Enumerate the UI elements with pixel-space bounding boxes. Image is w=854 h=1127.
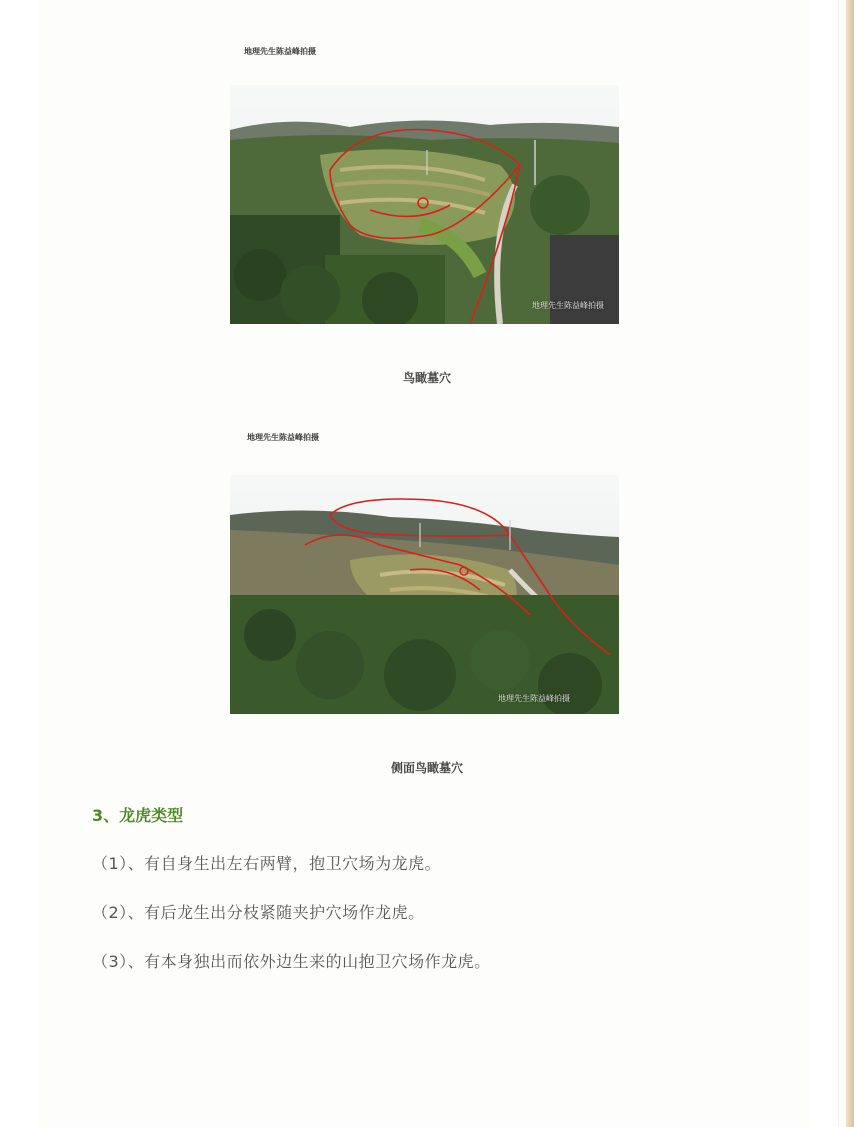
photo-watermark-inner: 地理先生陈益峰拍摄: [498, 694, 570, 703]
page-side-border: [846, 0, 854, 1127]
side-aerial-photo: [230, 475, 619, 714]
paragraph: （2）、有后龙生出分枝紧随夹护穴场作龙虎。: [92, 903, 425, 922]
figure-caption: 鸟瞰墓穴: [402, 371, 451, 385]
figure-side-aerial-tomb: [230, 427, 619, 717]
page-edge-line: [838, 0, 839, 1127]
photo-watermark-top: 地理先生陈益峰拍摄: [244, 47, 316, 56]
aerial-photo: [230, 85, 619, 324]
figure-aerial-tomb: [230, 40, 619, 330]
figure-caption: 侧面鸟瞰墓穴: [390, 761, 463, 775]
photo-watermark-inner: 地理先生陈益峰拍摄: [532, 301, 604, 310]
paragraph: （1）、有自身生出左右两臂，抱卫穴场为龙虎。: [92, 854, 442, 873]
section-heading: 3、龙虎类型: [92, 806, 184, 825]
photo-watermark-top: 地理先生陈益峰拍摄: [247, 433, 319, 442]
paragraph: （3）、有本身独出而依外边生来的山抱卫穴场作龙虎。: [92, 952, 491, 971]
